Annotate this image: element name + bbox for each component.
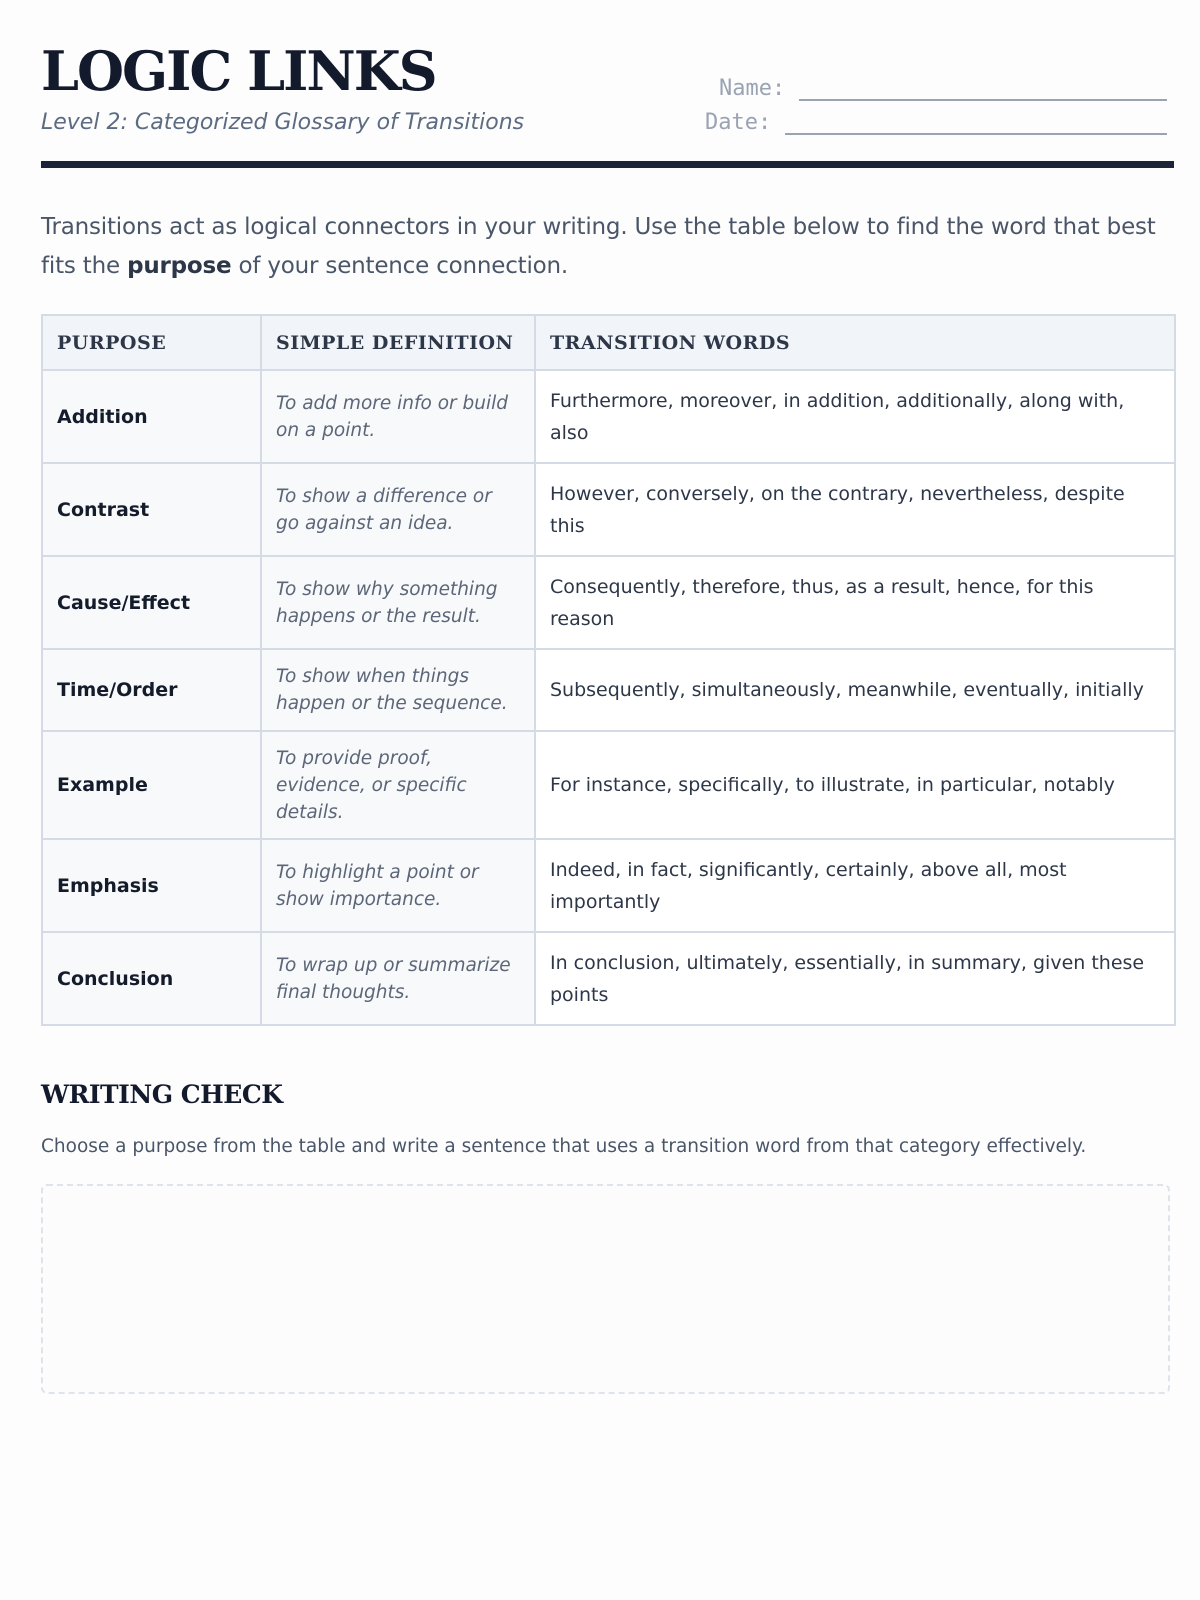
definition-cell: To highlight a point or show importance. xyxy=(261,839,535,932)
definition-cell: To wrap up or summarize final thoughts. xyxy=(261,932,535,1025)
transition-words-cell: Consequently, therefore, thus, as a result, hence, for this reason xyxy=(535,556,1175,649)
intro-text-end: of your sentence connection. xyxy=(231,253,569,279)
definition-cell: To provide proof, evidence, or specific details. xyxy=(261,731,535,839)
intro-emphasis: purpose xyxy=(127,253,232,279)
page-title: LOGIC LINKS xyxy=(41,39,436,103)
column-header-purpose: PURPOSE xyxy=(42,315,261,370)
column-header-words: TRANSITION WORDS xyxy=(535,315,1175,370)
intro-paragraph xyxy=(41,208,1174,286)
table-row xyxy=(42,839,1175,932)
table-row xyxy=(42,370,1175,463)
purpose-cell: Addition xyxy=(42,370,261,463)
transitions-table xyxy=(41,314,1176,1026)
definition-cell: To add more info or build on a point. xyxy=(261,370,535,463)
name-label: Name: xyxy=(719,76,786,101)
page-subtitle: Level 2: Categorized Glossary of Transitions xyxy=(41,110,525,135)
intro-text-start: Transitions act as logical connectors in your writing. Use the table below to find the word that best fits the xyxy=(41,214,1156,279)
transition-words-cell: Furthermore, moreover, in addition, additionally, along with, also xyxy=(535,370,1175,463)
name-field[interactable] xyxy=(719,76,1167,101)
column-header-definition: SIMPLE DEFINITION xyxy=(261,315,535,370)
writing-check-prompt: Choose a purpose from the table and write a sentence that uses a transition word from that category effectively. xyxy=(41,1136,1087,1157)
purpose-cell: Cause/Effect xyxy=(42,556,261,649)
writing-check-title: WRITING CHECK xyxy=(41,1080,283,1109)
table-row xyxy=(42,649,1175,731)
table-row xyxy=(42,463,1175,556)
purpose-cell: Emphasis xyxy=(42,839,261,932)
worksheet-page xyxy=(41,0,1174,1157)
definition-cell: To show a difference or go against an idea. xyxy=(261,463,535,556)
transition-words-cell: However, conversely, on the contrary, nevertheless, despite this xyxy=(535,463,1175,556)
transition-words-cell: For instance, specifically, to illustrate, in particular, notably xyxy=(535,731,1175,839)
transition-words-cell: In conclusion, ultimately, essentially, in summary, given these points xyxy=(535,932,1175,1025)
worksheet-header xyxy=(41,0,1174,170)
date-label: Date: xyxy=(705,110,772,135)
purpose-cell: Time/Order xyxy=(42,649,261,731)
purpose-cell: Example xyxy=(42,731,261,839)
transition-words-cell: Indeed, in fact, significantly, certainly, above all, most importantly xyxy=(535,839,1175,932)
date-field[interactable] xyxy=(705,110,1167,135)
date-blank-line[interactable] xyxy=(785,113,1167,135)
name-blank-line[interactable] xyxy=(799,79,1167,101)
table-row xyxy=(42,932,1175,1025)
writing-answer-box[interactable] xyxy=(41,1184,1170,1394)
definition-cell: To show why something happens or the result. xyxy=(261,556,535,649)
purpose-cell: Conclusion xyxy=(42,932,261,1025)
table-row xyxy=(42,556,1175,649)
purpose-cell: Contrast xyxy=(42,463,261,556)
table-row xyxy=(42,731,1175,839)
table-header-row xyxy=(42,315,1175,370)
definition-cell: To show when things happen or the sequence. xyxy=(261,649,535,731)
transition-words-cell: Subsequently, simultaneously, meanwhile, eventually, initially xyxy=(535,649,1175,731)
header-divider xyxy=(41,161,1174,168)
